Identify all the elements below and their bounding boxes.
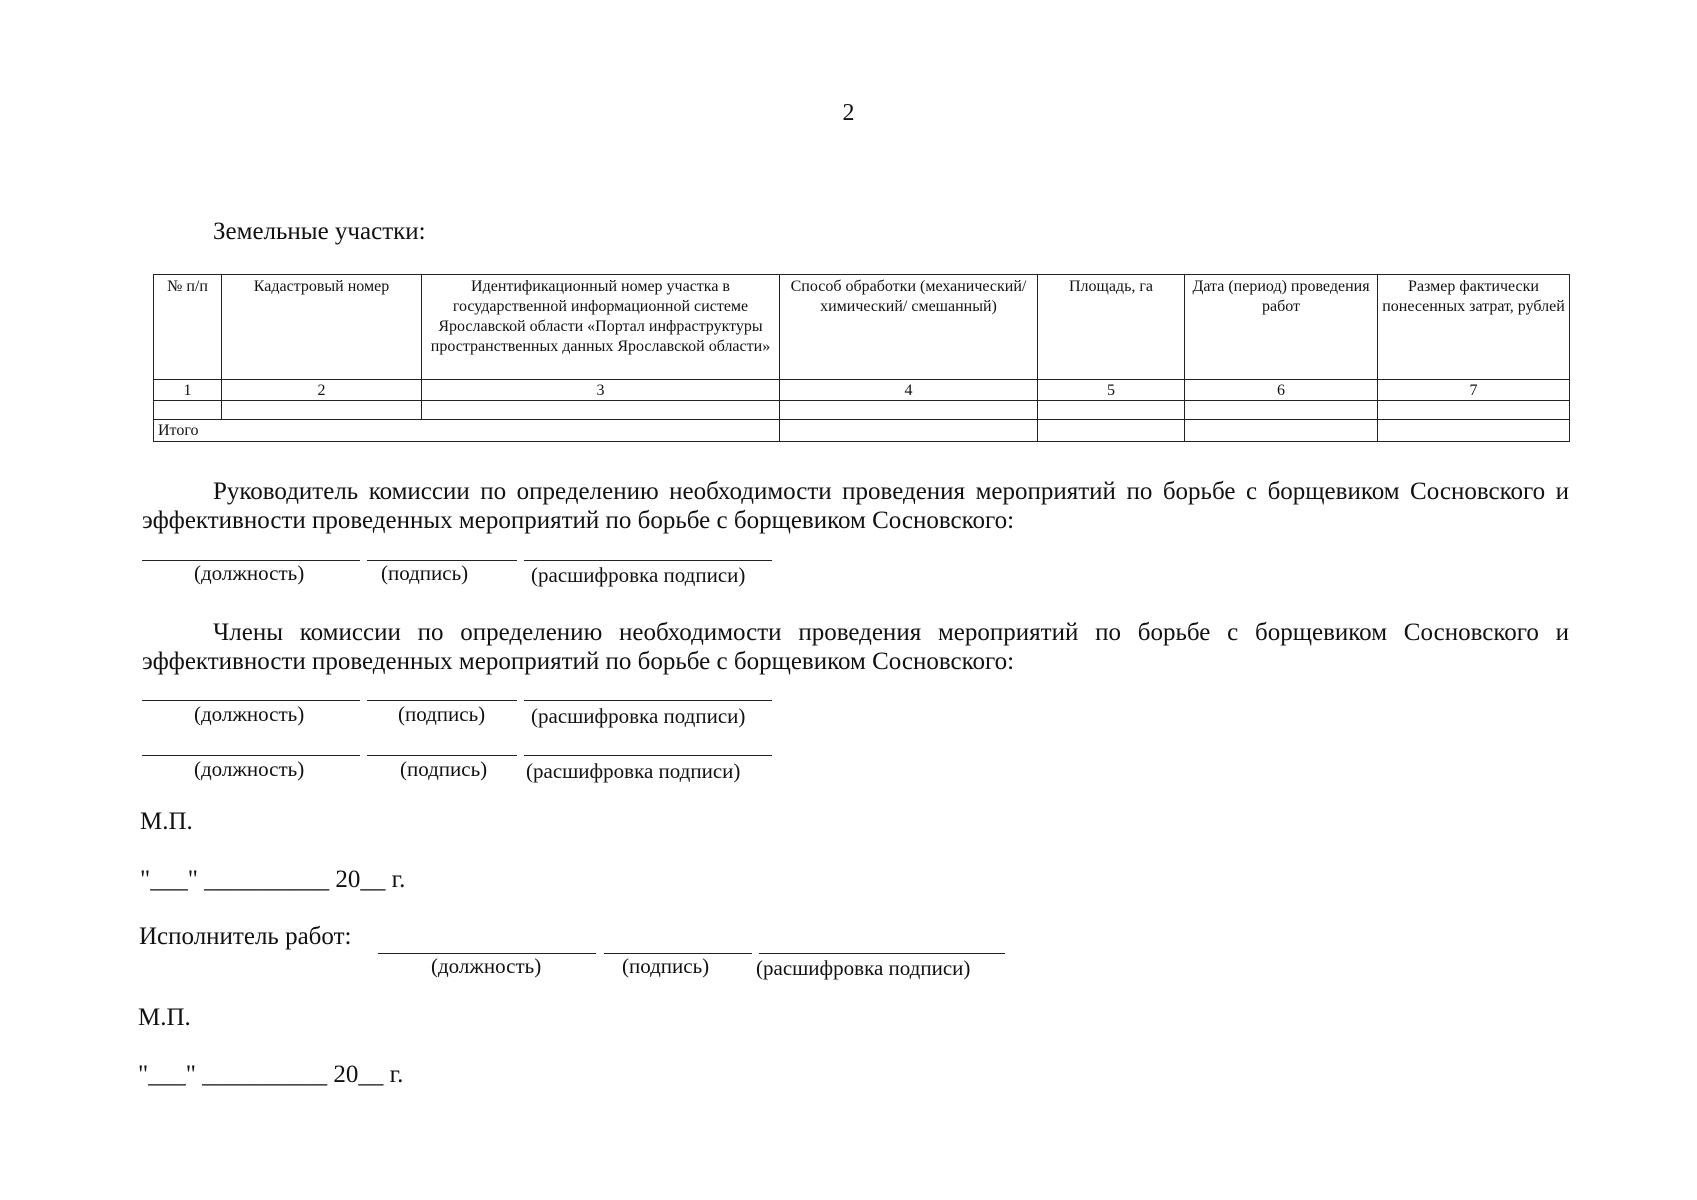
page-number: 2 (842, 100, 855, 126)
signature-line (524, 700, 772, 701)
table-header-row (154, 275, 1570, 380)
commission-head-paragraph: Руководитель комиссии по определению необходимости проведения мероприятий по борьбе с борщевиком Сосновского и эффективности проведенных мероприятий по борьбе с борщевиком Сосновского: (142, 478, 1569, 534)
signature-line (367, 700, 517, 701)
header-number: № п/п (154, 275, 222, 380)
table-row (154, 401, 1570, 420)
signature-caption: (подпись) (400, 757, 488, 781)
header-area: Площадь, га (1038, 275, 1185, 380)
decoding-caption: (расшифровка подписи) (531, 563, 746, 587)
commission-members-paragraph: Члены комиссии по определению необходимости проведения мероприятий по борьбе с борщевиком Сосновского и эффективности проведенных мероприятий по борьбе с борщевиком Сосновского: (142, 619, 1569, 675)
signature-caption: (подпись) (398, 702, 486, 726)
stamp-label: М.П. (140, 808, 193, 835)
stamp-label: М.П. (138, 1004, 191, 1031)
column-number: 4 (780, 380, 1038, 401)
position-caption: (должность) (194, 702, 305, 726)
signature-line (524, 560, 772, 561)
column-number: 3 (422, 380, 780, 401)
signature-line (524, 755, 772, 756)
signature-line (367, 755, 517, 756)
table-total-row (154, 420, 1570, 442)
header-identification-number: Идентификационный номер участка в государственной информационной системе Ярославской области «Портал инфраструктуры пространственных данных Ярославской области» (422, 275, 780, 380)
land-parcels-table (153, 274, 1570, 442)
date-line: "___" __________ 20__ г. (138, 1061, 404, 1088)
header-cadastral-number: Кадастровый номер (222, 275, 422, 380)
header-work-date: Дата (период) проведения работ (1185, 275, 1378, 380)
date-line: "___" __________ 20__ г. (140, 866, 406, 893)
decoding-caption: (расшифровка подписи) (531, 704, 746, 728)
position-caption: (должность) (194, 757, 305, 781)
column-number: 5 (1038, 380, 1185, 401)
table-cell (780, 401, 1038, 420)
table-cell (1185, 420, 1378, 442)
total-label: Итого (154, 420, 780, 442)
column-number: 7 (1378, 380, 1570, 401)
table-cell (222, 401, 422, 420)
signature-line (142, 700, 360, 701)
position-caption: (должность) (431, 954, 542, 978)
column-number: 2 (222, 380, 422, 401)
table-cell (422, 401, 780, 420)
section-title: Земельные участки: (213, 218, 426, 245)
decoding-caption: (расшифровка подписи) (526, 759, 741, 783)
position-caption: (должность) (194, 561, 305, 585)
table-column-numbers-row (154, 380, 1570, 401)
header-costs: Размер фактически понесенных затрат, рублей (1378, 275, 1570, 380)
signature-caption: (подпись) (622, 954, 710, 978)
column-number: 1 (154, 380, 222, 401)
table-cell (1185, 401, 1378, 420)
contractor-label: Исполнитель работ: (139, 923, 352, 950)
table-cell (1038, 420, 1185, 442)
table-cell (1378, 401, 1570, 420)
header-treatment-method: Способ обработки (механический/ химический/ смешанный) (780, 275, 1038, 380)
table-cell (1038, 401, 1185, 420)
column-number: 6 (1185, 380, 1378, 401)
signature-line (759, 953, 1005, 954)
table-cell (780, 420, 1038, 442)
signature-caption: (подпись) (381, 561, 469, 585)
decoding-caption: (расшифровка подписи) (756, 956, 971, 980)
table-cell (1378, 420, 1570, 442)
table-cell (154, 401, 222, 420)
signature-line (142, 755, 360, 756)
